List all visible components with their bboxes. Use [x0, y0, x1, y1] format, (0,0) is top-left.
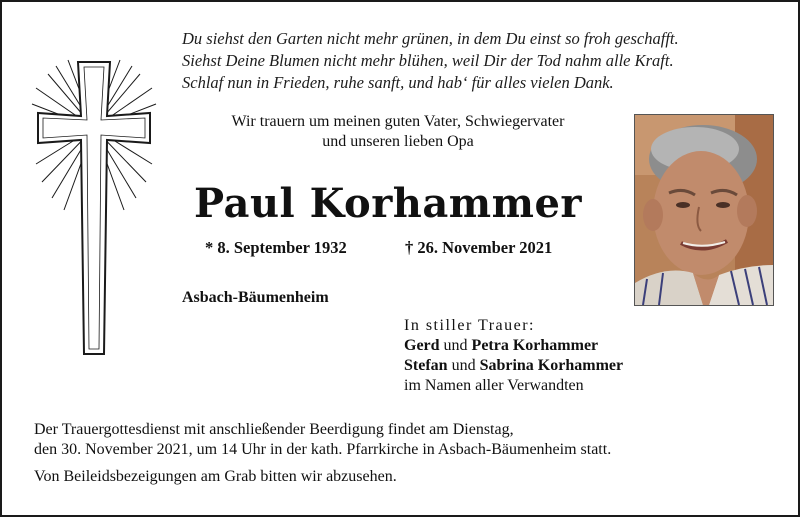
birth-date: * 8. September 1932 [205, 238, 347, 257]
mourner-name: Stefan [404, 357, 448, 374]
death-date: † 26. November 2021 [405, 238, 553, 257]
intro-line: und unseren lieben Opa [322, 133, 474, 150]
service-announcement [34, 420, 784, 460]
mourner-connector: und [443, 337, 468, 354]
mourner-connector: und [451, 357, 476, 374]
deceased-name: Paul Korhammer [194, 180, 582, 227]
service-line: den 30. November 2021, um 14 Uhr in der kath. Pfarrkirche in Asbach-Bäumenheim statt. [34, 441, 612, 458]
mourner-row [404, 336, 623, 356]
mourners-lead: In stiller Trauer: [404, 317, 535, 334]
place-of-residence: Asbach-Bäumenheim [182, 289, 329, 306]
mourner-name: Sabrina Korhammer [479, 357, 624, 374]
intro-text [172, 112, 624, 152]
mourner-name: Petra Korhammer [471, 337, 599, 354]
portrait-photo [634, 114, 774, 306]
mourners-block [404, 316, 623, 396]
poem [182, 28, 782, 94]
poem-line: Siehst Deine Blumen nicht mehr blühen, weil Dir der Tod nahm alle Kraft. [182, 51, 674, 70]
mourner-row [404, 356, 623, 376]
condolence-note: Von Beileidsbezeigungen am Grab bitten wir abzusehen. [34, 468, 397, 485]
poem-line: Du siehst den Garten nicht mehr grünen, in dem Du einst so froh geschafft. [182, 29, 679, 48]
cross-icon [24, 54, 164, 364]
intro-line: Wir trauern um meinen guten Vater, Schwiegervater [231, 113, 565, 130]
poem-line: Schlaf nun in Frieden, ruhe sanft, und hab‘ für alles vielen Dank. [182, 73, 614, 92]
service-line: Der Trauergottesdienst mit anschließender Beerdigung findet am Dienstag, [34, 421, 514, 438]
mourner-name: Gerd [404, 337, 440, 354]
mourners-closing: im Namen aller Verwandten [404, 377, 584, 394]
